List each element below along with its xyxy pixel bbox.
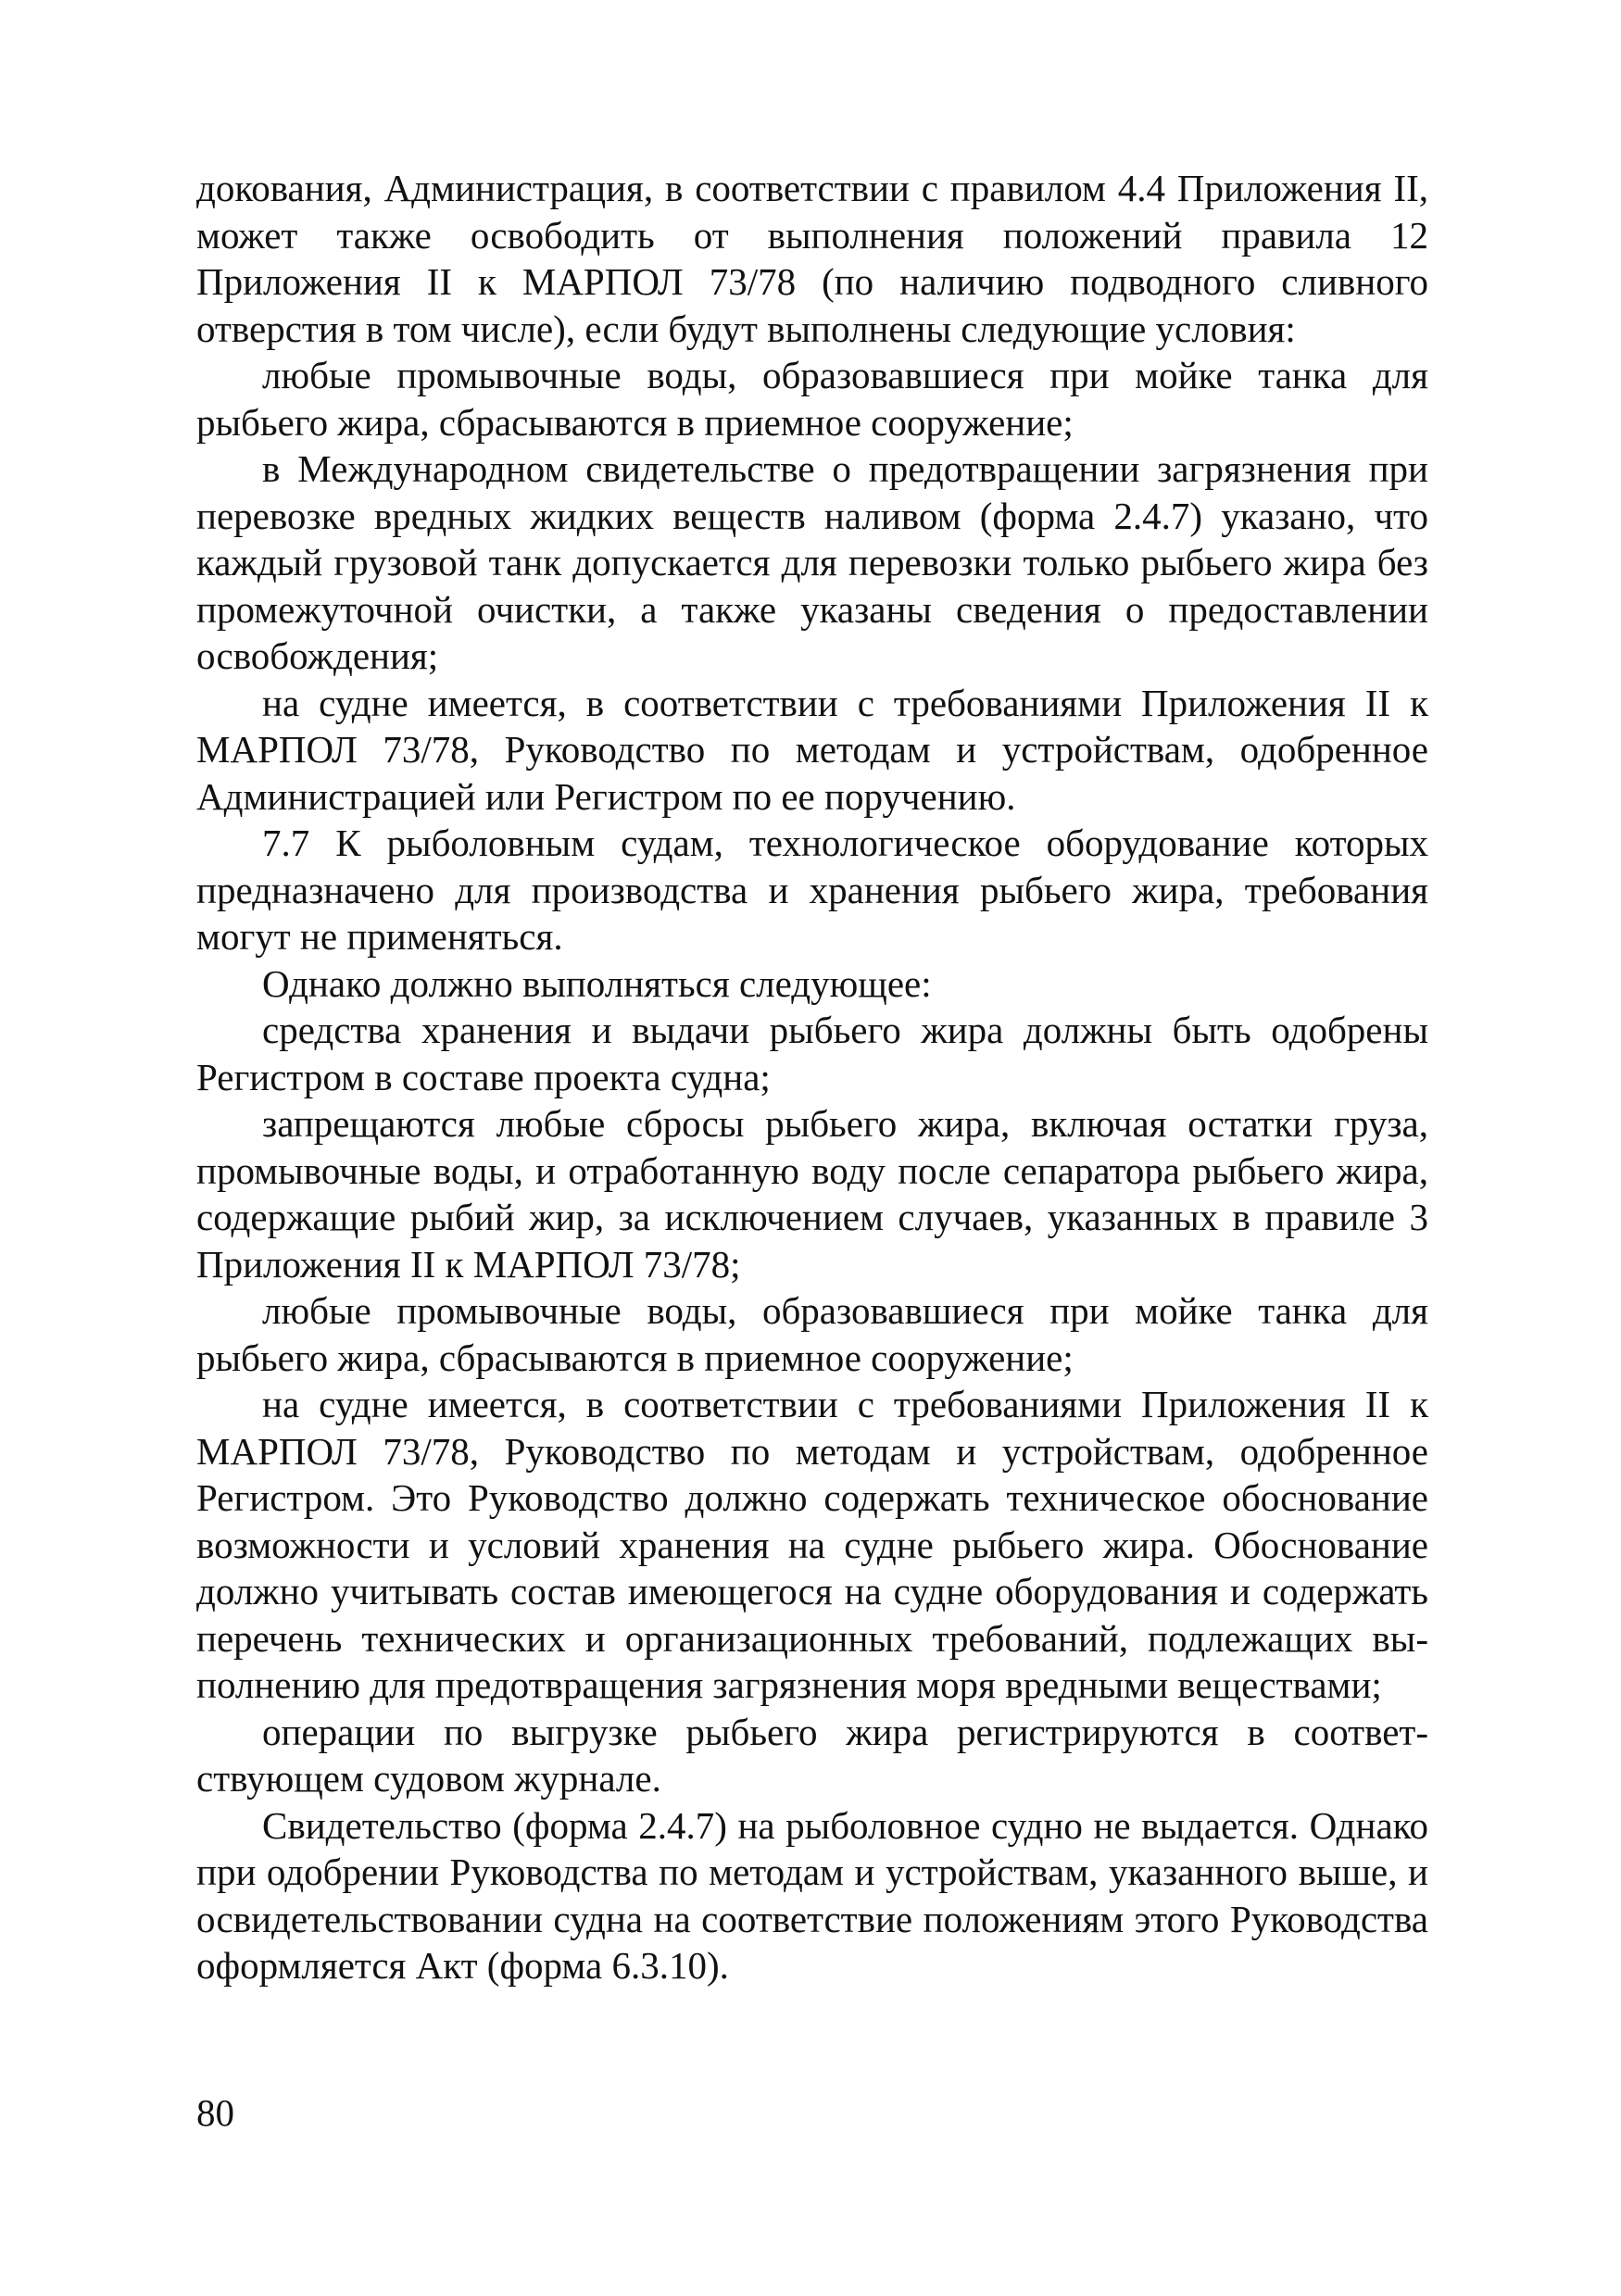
page-number: 80 [196, 2091, 234, 2134]
paragraph: любые промывочные воды, образовавшиеся при мойке танка для рыбьего жира, сбрасываются в приемное сооружение; [196, 354, 1428, 444]
paragraph: Свидетельство (форма 2.4.7) на рыболовное судно не выдается. Однако при одобрении Руководства по методам и устройствам, указанного выше, и освидетельствовании судна на соответствие положениям этого Руководства оформляется Акт (форма 6.3.10). [196, 1803, 1428, 1987]
paragraph: операции по выгрузке рыбьего жира регистрируются в соответствующем судовом журнале. [196, 1710, 1428, 1800]
paragraph-section-7-7: 7.7 К рыболовным судам, технологическое оборудование которых предназначено для производства и хранения рыбьего жира, требования могут не применяться. [196, 822, 1428, 958]
body-text [196, 165, 1428, 1989]
paragraph: средства хранения и выдачи рыбьего жира должны быть одобрены Регистром в составе проекта судна; [196, 1009, 1428, 1098]
paragraph: любые промывочные воды, образовавшиеся при мойке танка для рыбьего жира, сбрасываются в приемное сооружение; [196, 1289, 1428, 1379]
paragraph: на судне имеется, в соответствии с требованиями Приложения II к МАРПОЛ 73/78, Руководство по методам и устройствам, одобренное Администрацией или Регистром по ее поручению. [196, 681, 1428, 818]
paragraph: запрещаются любые сбросы рыбьего жира, включая остатки груза, промывочные воды, и отработанную воду после сепаратора рыбьего жира, содержащие рыбий жир, за исключением случаев, указанных в правиле 3 Приложения II к МАРПОЛ 73/78; [196, 1102, 1428, 1286]
paragraph-continued: докования, Администрация, в соответствии с правилом 4.4 Приложения II, может также освободить от выполнения положений правила 12 Приложения II к МАРПОЛ 73/78 (по наличию подводного сливного отверстия в том числе), если будут выполнены следующие условия: [196, 167, 1428, 350]
paragraph: на судне имеется, в соответствии с требованиями Приложения II к МАРПОЛ 73/78, Руководство по методам и устройствам, одобренное Регистром. Это Руководство должно содержать техническое обоснование возможности и условий хранения на судне рыбьего жира. Обоснование должно учитывать состав имеющегося на судне оборудования и содержать перечень технических и организационных требований, подлежащих выполнению для предотвращения загрязнения моря вредными веществами; [196, 1383, 1428, 1706]
paragraph: Однако должно выполняться следующее: [262, 961, 932, 1005]
paragraph: в Международном свидетельстве о предотвращении загрязнения при перевозке вредных жидких веществ наливом (форма 2.4.7) указано, что каждый грузовой танк допускается для перевозки только рыбьего жира без промежуточной очистки, а также указаны сведения о предоставлении освобождения; [196, 447, 1428, 677]
